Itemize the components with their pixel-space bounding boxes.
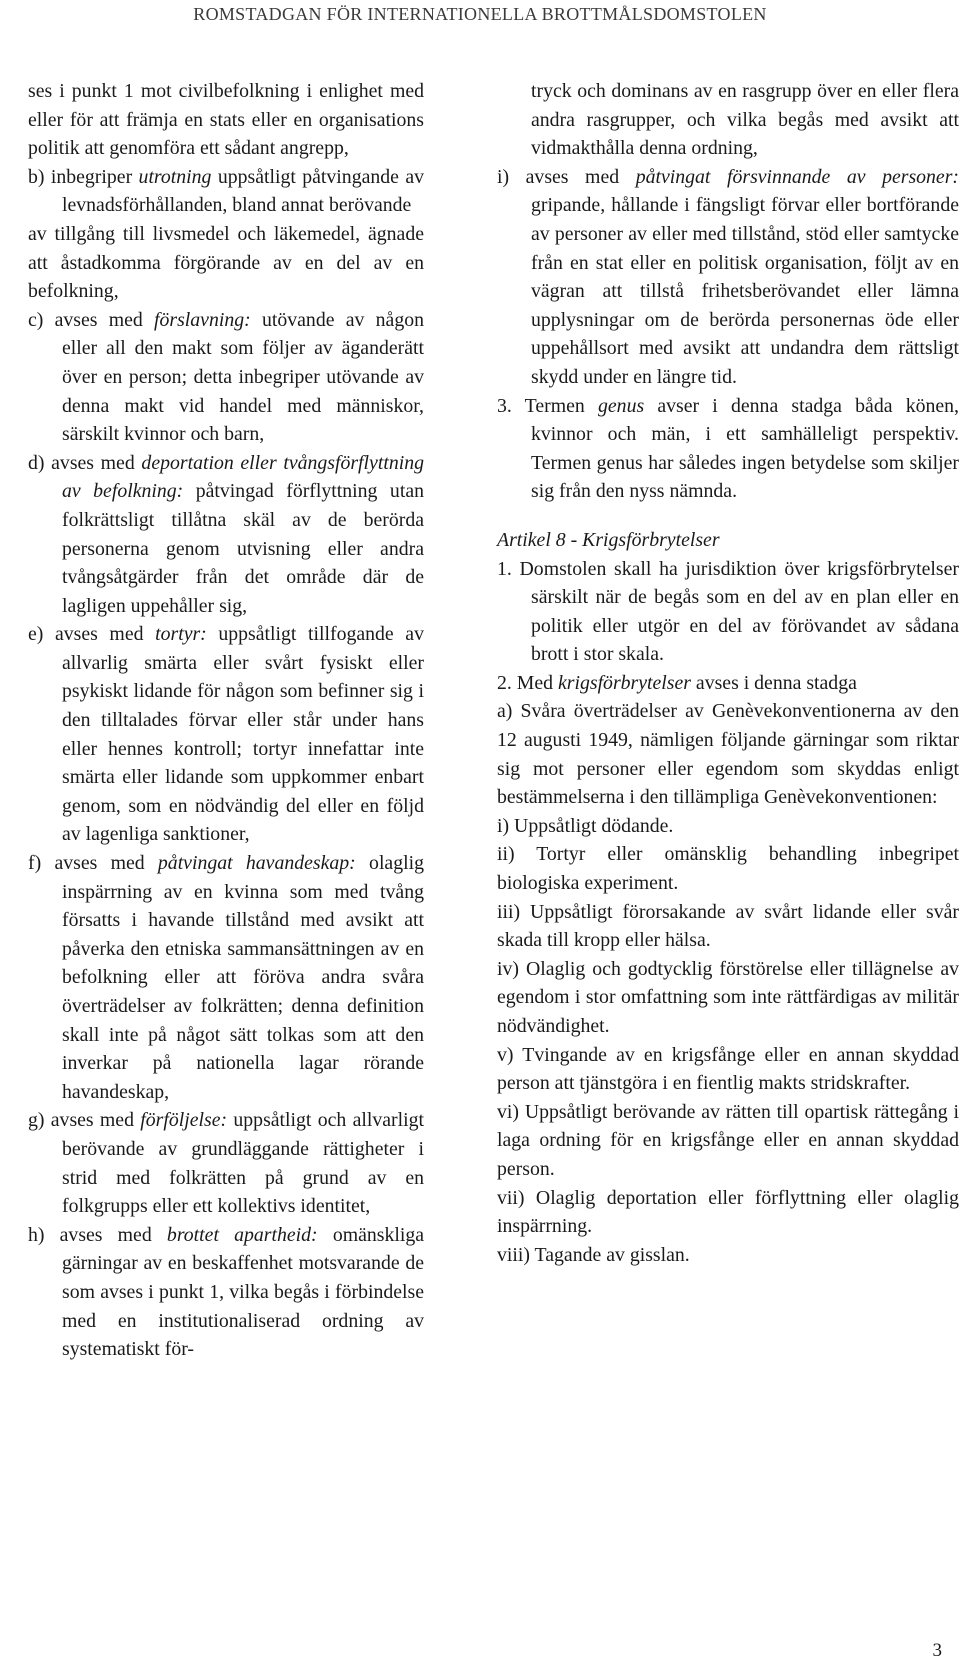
defined-term: påtvingat havandeskap: [157, 852, 356, 875]
definition-text: uppsåtligt påtvingande av levnadsförhållanden, bland annat berövande [62, 165, 424, 217]
item-label: h) avses med [28, 1223, 152, 1246]
list-item: iii) Uppsåtligt förorsakande av svårt lidande eller svår skada till kropp eller hälsa. [497, 900, 959, 952]
defined-term: tortyr: [155, 623, 207, 646]
article-8-paragraph-1: 1. Domstolen skall ha jurisdiktion över krigsförbrytelser särskilt när de begås som en del av en plan eller en politik eller utgör en del av förövandet av sådana brott i stor skala. [497, 557, 959, 666]
list-item: vi) Uppsåtligt berövande av rätten till opartisk rättegång i laga ordning för en krigsfånge eller en annan skyddad person. [497, 1100, 959, 1180]
definition-text: olaglig inspärrning av en kvinna som med tvång försatts i havande tillstånd med avsikt att påverka den etniska sammansättningen av en befolkning eller att föröva andra svåra överträdelser av folkrätten; denna definition skall inte på något sätt tolkas som att den inverkar på nationella lagar rörande havandeskap, [62, 852, 424, 1103]
definition-text: gripande, hållande i fängsligt förvar eller bortförande av personer av eller med tillstånd, stöd eller samtycke från en stat eller en politisk organisation, följt av en vägran att tillstå frihetsberövandet eller lämna upplysningar om de berörda personernas öde eller uppehållsort med avsikt att undandra dem rättsligt skydd under en längre tid. [531, 194, 959, 388]
item-label: f) avses med [28, 852, 145, 875]
defined-term: utrotning [138, 165, 212, 188]
list-item: i) Uppsåtligt dödande. [497, 814, 674, 837]
item-label: 3. Termen [497, 394, 585, 417]
definition-text: uppsåtligt tillfogande av allvarlig smärta eller svårt fysiskt eller psykiskt lidande för någon som befinner sig i den tilltalades förvar eller står under hans eller hennes kontroll; tortyr innefattar inte smärta eller lidande som uppkommer enbart genom, som en nödvändig del eller en följd av lagenliga sanktioner, [62, 623, 424, 846]
definition-text: påtvingad förflyttning utan folkrättsligt tillåtna skäl av de berörda personerna genom utvisning eller andra tvångsåtgärder från det område där de lagligen uppehåller sig, [62, 480, 424, 617]
definition-f [28, 849, 424, 1106]
list-item: viii) Tagande av gisslan. [497, 1243, 690, 1266]
definition-d [28, 449, 424, 621]
definition-h [28, 1221, 424, 1364]
definition-c [28, 306, 424, 449]
defined-term: förslavning: [154, 308, 251, 331]
article-8-paragraph-2 [497, 669, 959, 698]
defined-term: påtvingat försvinnande av personer: [635, 165, 959, 188]
paragraph-3 [497, 392, 959, 506]
definition-text: uppsåtligt och allvarligt berövande av grundläggande rättigheter i strid med folkrätten på grund av en folkgrupps eller ett kollektivs identitet, [62, 1109, 424, 1218]
page-number: 3 [932, 1640, 942, 1661]
defined-term: krigsförbrytelser [558, 671, 691, 694]
item-label: i) avses med [497, 165, 620, 188]
left-column [28, 77, 424, 1364]
item-label: e) avses med [28, 623, 144, 646]
item-label: 2. Med [497, 671, 554, 694]
definition-text: omänskliga gärningar av en beskaffenhet motsvarande de som avses i punkt 1, vilka begås i förbindelse med en institutionaliserad ordning av systematiskt för- [62, 1223, 425, 1361]
article-heading: Artikel 8 - Krigsförbrytelser [497, 528, 720, 551]
defined-term: deportation eller tvångsförflyttning av befolkning: [62, 451, 424, 503]
definition-b-continuation: av tillgång till livsmedel och läkemedel, ägnade att åstadkomma förgörande av en del av en befolkning, [28, 222, 424, 303]
list-item: v) Tvingande av en krigsfånge eller en annan skyddad person att tjänstgöra i en fientlig makts stridskrafter. [497, 1043, 959, 1095]
definition-text: utövande av någon eller all den makt som följer av äganderätt över en person; detta inbegriper utövande av denna makt vid handel med människor, särskilt kvinnor och barn, [62, 308, 424, 446]
definition-text: avser i denna stadga båda könen, kvinnor och män, i ett samhälleligt perspektiv. Termen genus har således ingen betydelse som skiljer sig från den nyss nämnda. [531, 394, 959, 503]
item-label: c) avses med [28, 308, 143, 331]
definition-b [28, 163, 424, 220]
right-column [497, 77, 959, 1269]
defined-term: brottet apartheid: [166, 1223, 318, 1246]
item-label: g) avses med [28, 1109, 134, 1132]
definition-g [28, 1106, 424, 1220]
definition-h-continuation: tryck och dominans av en rasgrupp över en eller flera andra rasgrupper, och vilka begås med avsikt att vidmakthålla denna ordning, [531, 80, 959, 160]
running-header: ROMSTADGAN FÖR INTERNATIONELLA BROTTMÅLSDOMSTOLEN [193, 4, 767, 24]
list-item: iv) Olaglig och godtycklig förstörelse eller tillägnelse av egendom i stor omfattning som inte rättfärdigas av militär nödvändighet. [497, 957, 959, 1037]
article-8-point-a: a) Svåra överträdelser av Genèvekonventionerna av den 12 augusti 1949, nämligen följande gärningar som riktar sig mot personer eller egendom som skyddas enligt bestämmelserna i den tillämpliga Genèvekonventionen: [497, 700, 959, 809]
paragraph-continuation: ses i punkt 1 mot civilbefolkning i enlighet med eller för att främja en stats eller en organisations politik att genomföra ett sådant angrepp, [28, 80, 424, 160]
item-label: d) avses med [28, 451, 135, 474]
list-item: vii) Olaglig deportation eller förflyttning eller olaglig inspärrning. [497, 1186, 959, 1238]
list-item: ii) Tortyr eller omänsklig behandling inbegripet biologiska experiment. [497, 843, 959, 895]
definition-e [28, 620, 424, 849]
definition-i [497, 163, 959, 392]
defined-term: genus [598, 394, 645, 417]
defined-term: förföljelse: [140, 1109, 228, 1132]
item-label: b) inbegriper [28, 165, 133, 188]
definition-text: avses i denna stadga [695, 671, 857, 694]
